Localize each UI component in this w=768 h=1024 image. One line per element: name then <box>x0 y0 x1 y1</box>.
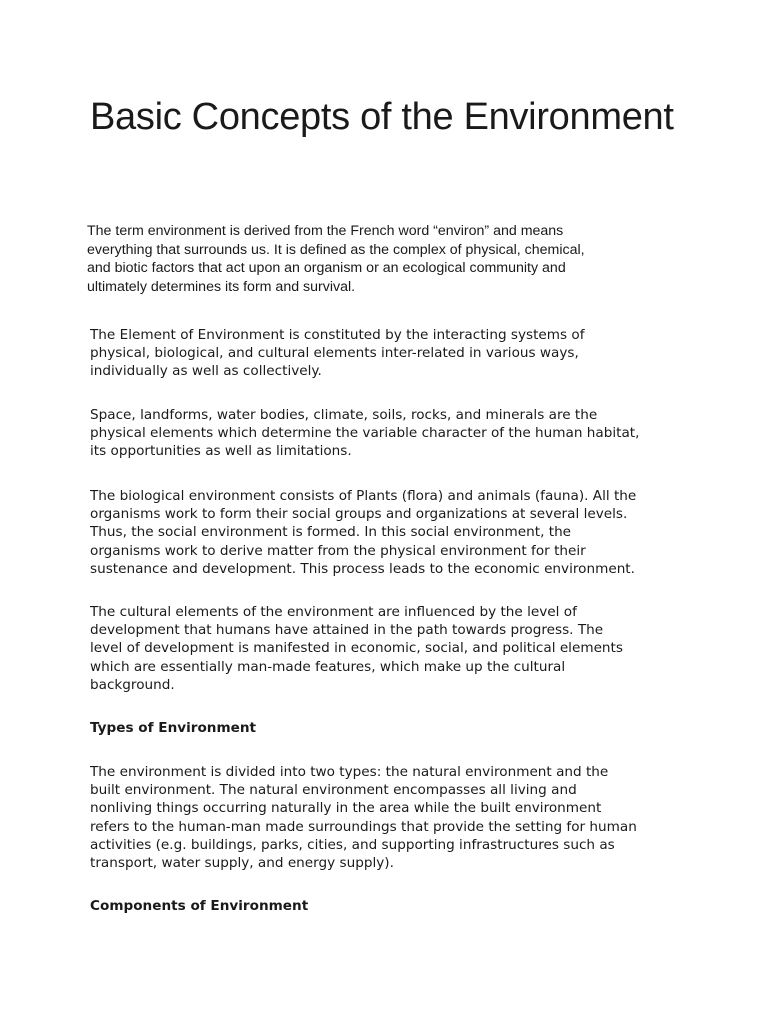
paragraph-types-of-environment: The environment is divided into two types: the natural environment and the built environment. The natural environment encompasses all living and nonliving things occurring naturally in the area while the built environment refers to the human-man made surroundings that provide the setting for human activities (e.g. buildings, parks, cities, and supporting infrastructures such as transport, water supply, and energy supply). <box>90 764 637 872</box>
paragraph-cultural-elements: The cultural elements of the environment are influenced by the level of development that humans have attained in the path towards progress. The level of development is manifested in economic, social, and political elements which are essentially man-made features, which make up the cultural background. <box>90 604 623 693</box>
paragraph-biological-environment: The biological environment consists of Plants (flora) and animals (fauna). All the organisms work to form their social groups and organizations at several levels. Thus, the social environment is formed. In this social environment, the organisms work to derive matter from the physical environment for their sustenance and development. This process leads to the economic environment. <box>90 488 637 577</box>
intro-paragraph: The term environment is derived from the French word “environ” and means everything that surrounds us. It is defined as the complex of physical, chemical, and biotic factors that act upon an organism or an ecological community and ultimately determines its form and survival. <box>87 223 585 295</box>
heading-components-of-environment: Components of Environment <box>90 898 309 914</box>
paragraph-element-of-environment: The Element of Environment is constituted by the interacting systems of physical, biological, and cultural elements inter-related in various ways, individually as well as collectively. <box>90 327 585 380</box>
paragraph-physical-elements: Space, landforms, water bodies, climate, soils, rocks, and minerals are the physical elements which determine the variable character of the human habitat, its opportunities as well as limitations. <box>90 407 640 460</box>
heading-types-of-environment: Types of Environment <box>90 720 257 736</box>
page-title: Basic Concepts of the Environment <box>90 96 674 138</box>
